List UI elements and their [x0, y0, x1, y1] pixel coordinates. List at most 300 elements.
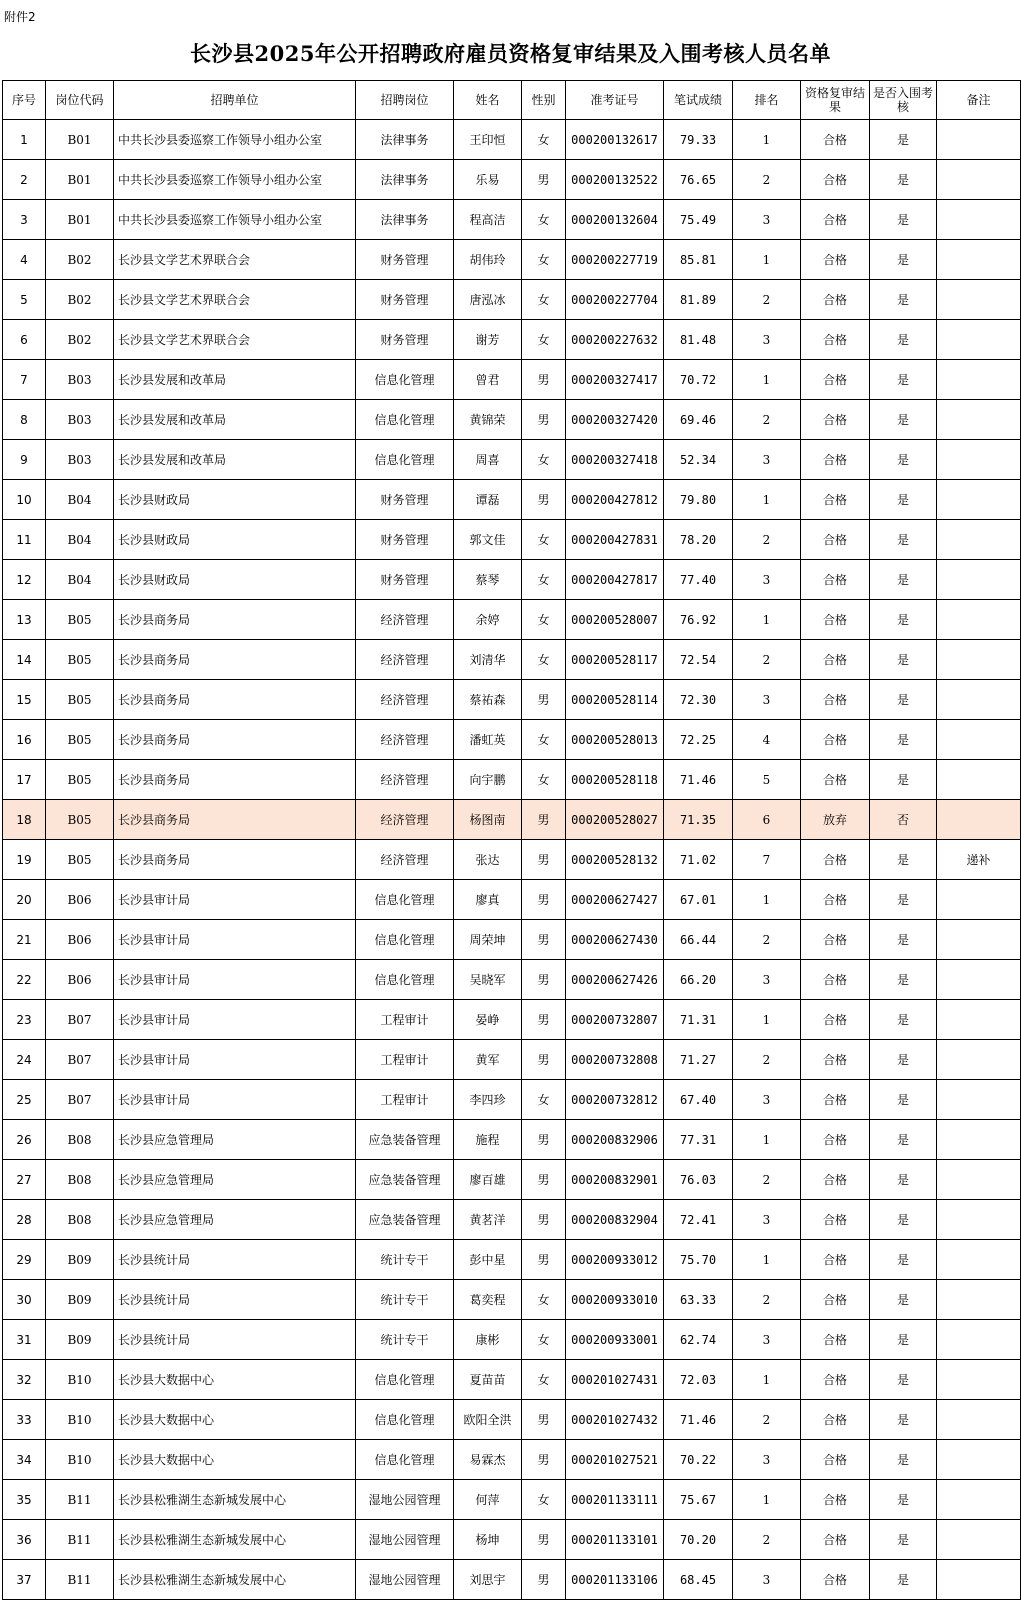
cell-rank: 1 — [733, 600, 801, 640]
cell-sex: 男 — [522, 1520, 566, 1560]
table-row — [3, 640, 1021, 680]
cell-unit: 长沙县审计局 — [114, 960, 356, 1000]
cell-result: 合格 — [801, 480, 870, 520]
cell-rank: 1 — [733, 880, 801, 920]
page-title: 长沙县2025年公开招聘政府雇员资格复审结果及入围考核人员名单 — [190, 41, 831, 66]
cell-rank: 2 — [733, 280, 801, 320]
cell-sex: 女 — [522, 600, 566, 640]
col-header-shortlisted: 是否入围考核 — [870, 81, 937, 120]
cell-sex: 女 — [522, 1080, 566, 1120]
table-row — [3, 560, 1021, 600]
cell-post: 信息化管理 — [356, 440, 454, 480]
cell-code: B09 — [46, 1240, 114, 1280]
cell-shortlisted: 是 — [870, 1320, 937, 1360]
cell-score: 71.27 — [664, 1040, 733, 1080]
cell-score: 68.45 — [664, 1560, 733, 1600]
cell-result: 合格 — [801, 600, 870, 640]
cell-name: 周喜 — [454, 440, 522, 480]
cell-sex: 男 — [522, 480, 566, 520]
cell-rank: 1 — [733, 1240, 801, 1280]
cell-note — [937, 120, 1021, 160]
cell-code: B09 — [46, 1320, 114, 1360]
cell-name: 周荣坤 — [454, 920, 522, 960]
cell-ticket: 000201027431 — [566, 1360, 664, 1400]
table-row — [3, 1000, 1021, 1040]
cell-rank: 7 — [733, 840, 801, 880]
cell-rank: 2 — [733, 1520, 801, 1560]
cell-score: 66.44 — [664, 920, 733, 960]
col-header-no: 序号 — [3, 81, 46, 120]
cell-sex: 女 — [522, 1320, 566, 1360]
cell-code: B10 — [46, 1440, 114, 1480]
cell-unit: 长沙县商务局 — [114, 600, 356, 640]
cell-shortlisted: 是 — [870, 720, 937, 760]
cell-unit: 中共长沙县委巡察工作领导小组办公室 — [114, 160, 356, 200]
cell-shortlisted: 是 — [870, 960, 937, 1000]
cell-rank: 1 — [733, 480, 801, 520]
cell-no: 12 — [3, 560, 46, 600]
col-header-note: 备注 — [937, 81, 1021, 120]
cell-code: B04 — [46, 480, 114, 520]
cell-note — [937, 600, 1021, 640]
table-header-row — [3, 81, 1021, 120]
col-header-unit: 招聘单位 — [114, 81, 356, 120]
cell-name: 黄锦荣 — [454, 400, 522, 440]
cell-score: 77.40 — [664, 560, 733, 600]
cell-sex: 男 — [522, 360, 566, 400]
cell-note — [937, 400, 1021, 440]
cell-no: 20 — [3, 880, 46, 920]
cell-shortlisted: 是 — [870, 240, 937, 280]
cell-result: 合格 — [801, 920, 870, 960]
cell-no: 30 — [3, 1280, 46, 1320]
cell-no: 25 — [3, 1080, 46, 1120]
cell-no: 14 — [3, 640, 46, 680]
cell-shortlisted: 是 — [870, 1040, 937, 1080]
cell-rank: 2 — [733, 160, 801, 200]
cell-ticket: 000200627427 — [566, 880, 664, 920]
cell-post: 经济管理 — [356, 720, 454, 760]
cell-shortlisted: 是 — [870, 920, 937, 960]
table-row — [3, 360, 1021, 400]
cell-note — [937, 1080, 1021, 1120]
cell-rank: 1 — [733, 1480, 801, 1520]
cell-rank: 2 — [733, 400, 801, 440]
cell-result: 合格 — [801, 360, 870, 400]
cell-sex: 女 — [522, 120, 566, 160]
cell-post: 信息化管理 — [356, 360, 454, 400]
cell-code: B06 — [46, 880, 114, 920]
cell-post: 应急装备管理 — [356, 1120, 454, 1160]
cell-unit: 长沙县松雅湖生态新城发展中心 — [114, 1480, 356, 1520]
cell-note — [937, 1440, 1021, 1480]
cell-name: 蔡琴 — [454, 560, 522, 600]
table-row — [3, 800, 1021, 840]
cell-code: B02 — [46, 240, 114, 280]
cell-ticket: 000201133111 — [566, 1480, 664, 1520]
cell-name: 施程 — [454, 1120, 522, 1160]
cell-note — [937, 760, 1021, 800]
cell-unit: 中共长沙县委巡察工作领导小组办公室 — [114, 200, 356, 240]
table-row — [3, 1440, 1021, 1480]
cell-no: 2 — [3, 160, 46, 200]
cell-result: 合格 — [801, 280, 870, 320]
cell-result: 合格 — [801, 520, 870, 560]
cell-sex: 男 — [522, 840, 566, 880]
cell-no: 11 — [3, 520, 46, 560]
table-row — [3, 1160, 1021, 1200]
cell-rank: 3 — [733, 1440, 801, 1480]
cell-rank: 2 — [733, 520, 801, 560]
col-header-score: 笔试成绩 — [664, 81, 733, 120]
cell-post: 湿地公园管理 — [356, 1560, 454, 1600]
cell-post: 财务管理 — [356, 280, 454, 320]
table-row — [3, 480, 1021, 520]
cell-shortlisted: 是 — [870, 760, 937, 800]
cell-result: 合格 — [801, 240, 870, 280]
cell-code: B01 — [46, 200, 114, 240]
cell-shortlisted: 是 — [870, 1480, 937, 1520]
table-row — [3, 840, 1021, 880]
cell-no: 1 — [3, 120, 46, 160]
cell-unit: 长沙县大数据中心 — [114, 1360, 356, 1400]
cell-unit: 长沙县商务局 — [114, 760, 356, 800]
cell-sex: 女 — [522, 720, 566, 760]
cell-score: 72.03 — [664, 1360, 733, 1400]
cell-no: 21 — [3, 920, 46, 960]
cell-name: 郭文佳 — [454, 520, 522, 560]
cell-code: B05 — [46, 640, 114, 680]
cell-score: 70.20 — [664, 1520, 733, 1560]
cell-unit: 长沙县文学艺术界联合会 — [114, 240, 356, 280]
cell-no: 24 — [3, 1040, 46, 1080]
cell-result: 合格 — [801, 1280, 870, 1320]
cell-name: 晏峥 — [454, 1000, 522, 1040]
table-row — [3, 440, 1021, 480]
cell-unit: 长沙县统计局 — [114, 1240, 356, 1280]
cell-no: 17 — [3, 760, 46, 800]
cell-unit: 长沙县应急管理局 — [114, 1200, 356, 1240]
cell-no: 6 — [3, 320, 46, 360]
cell-sex: 女 — [522, 560, 566, 600]
cell-note — [937, 1000, 1021, 1040]
cell-ticket: 000200528132 — [566, 840, 664, 880]
cell-rank: 3 — [733, 200, 801, 240]
cell-rank: 1 — [733, 1120, 801, 1160]
cell-ticket: 000201027521 — [566, 1440, 664, 1480]
cell-rank: 1 — [733, 240, 801, 280]
cell-name: 王印恒 — [454, 120, 522, 160]
cell-note — [937, 1160, 1021, 1200]
cell-score: 85.81 — [664, 240, 733, 280]
cell-note — [937, 360, 1021, 400]
cell-ticket: 000200528117 — [566, 640, 664, 680]
cell-ticket: 000200933001 — [566, 1320, 664, 1360]
cell-ticket: 000200132604 — [566, 200, 664, 240]
cell-rank: 3 — [733, 440, 801, 480]
cell-name: 李四珍 — [454, 1080, 522, 1120]
col-header-name: 姓名 — [454, 81, 522, 120]
cell-rank: 5 — [733, 760, 801, 800]
cell-post: 经济管理 — [356, 640, 454, 680]
cell-post: 信息化管理 — [356, 400, 454, 440]
cell-note — [937, 440, 1021, 480]
cell-name: 黄茗洋 — [454, 1200, 522, 1240]
cell-sex: 女 — [522, 200, 566, 240]
cell-shortlisted: 是 — [870, 680, 937, 720]
cell-code: B10 — [46, 1360, 114, 1400]
cell-post: 统计专干 — [356, 1280, 454, 1320]
cell-rank: 3 — [733, 1200, 801, 1240]
cell-ticket: 000201133101 — [566, 1520, 664, 1560]
cell-rank: 3 — [733, 320, 801, 360]
cell-no: 19 — [3, 840, 46, 880]
cell-rank: 4 — [733, 720, 801, 760]
cell-code: B05 — [46, 800, 114, 840]
cell-shortlisted: 是 — [870, 1200, 937, 1240]
cell-shortlisted: 是 — [870, 280, 937, 320]
cell-note — [937, 1040, 1021, 1080]
cell-result: 合格 — [801, 160, 870, 200]
cell-name: 杨坤 — [454, 1520, 522, 1560]
cell-no: 34 — [3, 1440, 46, 1480]
cell-post: 财务管理 — [356, 320, 454, 360]
cell-no: 31 — [3, 1320, 46, 1360]
cell-rank: 3 — [733, 680, 801, 720]
cell-sex: 女 — [522, 640, 566, 680]
cell-code: B05 — [46, 760, 114, 800]
cell-note — [937, 1320, 1021, 1360]
cell-sex: 男 — [522, 960, 566, 1000]
cell-post: 工程审计 — [356, 1080, 454, 1120]
cell-sex: 女 — [522, 1360, 566, 1400]
table-row — [3, 1080, 1021, 1120]
cell-note — [937, 1200, 1021, 1240]
cell-shortlisted: 是 — [870, 160, 937, 200]
cell-score: 78.20 — [664, 520, 733, 560]
cell-post: 统计专干 — [356, 1240, 454, 1280]
cell-result: 合格 — [801, 1120, 870, 1160]
cell-rank: 2 — [733, 1160, 801, 1200]
cell-code: B09 — [46, 1280, 114, 1320]
cell-unit: 长沙县松雅湖生态新城发展中心 — [114, 1560, 356, 1600]
cell-result: 合格 — [801, 720, 870, 760]
cell-name: 乐易 — [454, 160, 522, 200]
cell-rank: 6 — [733, 800, 801, 840]
cell-ticket: 000200933012 — [566, 1240, 664, 1280]
cell-sex: 男 — [522, 1040, 566, 1080]
cell-result: 合格 — [801, 200, 870, 240]
cell-no: 26 — [3, 1120, 46, 1160]
cell-no: 8 — [3, 400, 46, 440]
cell-score: 62.74 — [664, 1320, 733, 1360]
cell-note — [937, 320, 1021, 360]
cell-name: 胡伟玲 — [454, 240, 522, 280]
attachment-label: 附件2 — [4, 10, 36, 24]
cell-shortlisted: 是 — [870, 120, 937, 160]
cell-note — [937, 920, 1021, 960]
cell-ticket: 000200427831 — [566, 520, 664, 560]
cell-ticket: 000200627426 — [566, 960, 664, 1000]
cell-unit: 长沙县发展和改革局 — [114, 400, 356, 440]
cell-score: 72.54 — [664, 640, 733, 680]
cell-result: 合格 — [801, 1000, 870, 1040]
cell-shortlisted: 是 — [870, 1520, 937, 1560]
cell-shortlisted: 是 — [870, 480, 937, 520]
col-header-sex: 性别 — [522, 81, 566, 120]
cell-no: 35 — [3, 1480, 46, 1520]
cell-shortlisted: 是 — [870, 1080, 937, 1120]
cell-shortlisted: 是 — [870, 1120, 937, 1160]
cell-note — [937, 1280, 1021, 1320]
cell-unit: 长沙县财政局 — [114, 520, 356, 560]
cell-ticket: 000200627430 — [566, 920, 664, 960]
cell-name: 欧阳全洪 — [454, 1400, 522, 1440]
cell-result: 放弃 — [801, 800, 870, 840]
cell-name: 葛奕程 — [454, 1280, 522, 1320]
cell-sex: 男 — [522, 1240, 566, 1280]
cell-unit: 长沙县应急管理局 — [114, 1160, 356, 1200]
cell-post: 经济管理 — [356, 840, 454, 880]
cell-unit: 长沙县商务局 — [114, 720, 356, 760]
cell-result: 合格 — [801, 1160, 870, 1200]
table-row — [3, 280, 1021, 320]
cell-sex: 男 — [522, 880, 566, 920]
cell-rank: 3 — [733, 1080, 801, 1120]
cell-no: 22 — [3, 960, 46, 1000]
cell-score: 71.31 — [664, 1000, 733, 1040]
col-header-rank: 排名 — [733, 81, 801, 120]
cell-no: 37 — [3, 1560, 46, 1600]
cell-score: 63.33 — [664, 1280, 733, 1320]
cell-unit: 长沙县财政局 — [114, 480, 356, 520]
cell-sex: 女 — [522, 520, 566, 560]
cell-rank: 3 — [733, 1560, 801, 1600]
cell-post: 财务管理 — [356, 480, 454, 520]
cell-post: 经济管理 — [356, 760, 454, 800]
cell-code: B07 — [46, 1040, 114, 1080]
table-row — [3, 960, 1021, 1000]
cell-score: 81.89 — [664, 280, 733, 320]
cell-score: 67.01 — [664, 880, 733, 920]
cell-result: 合格 — [801, 1440, 870, 1480]
cell-no: 4 — [3, 240, 46, 280]
cell-ticket: 000200528013 — [566, 720, 664, 760]
cell-code: B05 — [46, 600, 114, 640]
cell-unit: 长沙县文学艺术界联合会 — [114, 320, 356, 360]
cell-sex: 男 — [522, 680, 566, 720]
cell-post: 信息化管理 — [356, 1440, 454, 1480]
cell-no: 3 — [3, 200, 46, 240]
cell-ticket: 000200528114 — [566, 680, 664, 720]
cell-name: 黄军 — [454, 1040, 522, 1080]
cell-unit: 长沙县审计局 — [114, 920, 356, 960]
cell-shortlisted: 是 — [870, 1160, 937, 1200]
cell-post: 经济管理 — [356, 600, 454, 640]
table-row — [3, 1360, 1021, 1400]
cell-code: B03 — [46, 400, 114, 440]
cell-note: 递补 — [937, 840, 1021, 880]
cell-note — [937, 1400, 1021, 1440]
cell-result: 合格 — [801, 1320, 870, 1360]
cell-sex: 女 — [522, 1480, 566, 1520]
cell-no: 9 — [3, 440, 46, 480]
cell-result: 合格 — [801, 1400, 870, 1440]
cell-unit: 长沙县审计局 — [114, 1000, 356, 1040]
cell-result: 合格 — [801, 840, 870, 880]
cell-name: 刘思宇 — [454, 1560, 522, 1600]
table-row — [3, 1240, 1021, 1280]
cell-result: 合格 — [801, 1200, 870, 1240]
cell-name: 吴晓军 — [454, 960, 522, 1000]
cell-result: 合格 — [801, 680, 870, 720]
cell-ticket: 000200832906 — [566, 1120, 664, 1160]
cell-code: B06 — [46, 960, 114, 1000]
cell-rank: 1 — [733, 120, 801, 160]
cell-code: B11 — [46, 1480, 114, 1520]
cell-score: 75.49 — [664, 200, 733, 240]
col-header-post: 招聘岗位 — [356, 81, 454, 120]
cell-code: B02 — [46, 320, 114, 360]
cell-rank: 1 — [733, 1000, 801, 1040]
cell-note — [937, 480, 1021, 520]
cell-code: B05 — [46, 680, 114, 720]
table-row — [3, 160, 1021, 200]
cell-post: 统计专干 — [356, 1320, 454, 1360]
cell-post: 经济管理 — [356, 680, 454, 720]
cell-score: 71.46 — [664, 760, 733, 800]
cell-result: 合格 — [801, 400, 870, 440]
cell-score: 75.67 — [664, 1480, 733, 1520]
cell-ticket: 000200327418 — [566, 440, 664, 480]
table-row — [3, 1400, 1021, 1440]
cell-rank: 2 — [733, 1400, 801, 1440]
table-row — [3, 1480, 1021, 1520]
cell-sex: 男 — [522, 1200, 566, 1240]
table-row — [3, 1120, 1021, 1160]
cell-post: 财务管理 — [356, 560, 454, 600]
cell-ticket: 000200427812 — [566, 480, 664, 520]
cell-no: 32 — [3, 1360, 46, 1400]
cell-code: B10 — [46, 1400, 114, 1440]
table-row — [3, 1520, 1021, 1560]
cell-sex: 男 — [522, 1120, 566, 1160]
cell-shortlisted: 是 — [870, 560, 937, 600]
cell-rank: 3 — [733, 1320, 801, 1360]
cell-ticket: 000201133106 — [566, 1560, 664, 1600]
table-row — [3, 240, 1021, 280]
cell-note — [937, 1560, 1021, 1600]
cell-shortlisted: 是 — [870, 1440, 937, 1480]
cell-ticket: 000200732812 — [566, 1080, 664, 1120]
cell-shortlisted: 是 — [870, 1240, 937, 1280]
cell-unit: 中共长沙县委巡察工作领导小组办公室 — [114, 120, 356, 160]
cell-shortlisted: 是 — [870, 440, 937, 480]
cell-score: 75.70 — [664, 1240, 733, 1280]
cell-unit: 长沙县商务局 — [114, 680, 356, 720]
cell-ticket: 000200327417 — [566, 360, 664, 400]
cell-shortlisted: 是 — [870, 880, 937, 920]
cell-ticket: 000200227704 — [566, 280, 664, 320]
cell-shortlisted: 是 — [870, 360, 937, 400]
cell-ticket: 000200528118 — [566, 760, 664, 800]
cell-note — [937, 1520, 1021, 1560]
cell-sex: 男 — [522, 1000, 566, 1040]
cell-name: 余婷 — [454, 600, 522, 640]
cell-rank: 1 — [733, 1360, 801, 1400]
cell-code: B06 — [46, 920, 114, 960]
table-row — [3, 1560, 1021, 1600]
